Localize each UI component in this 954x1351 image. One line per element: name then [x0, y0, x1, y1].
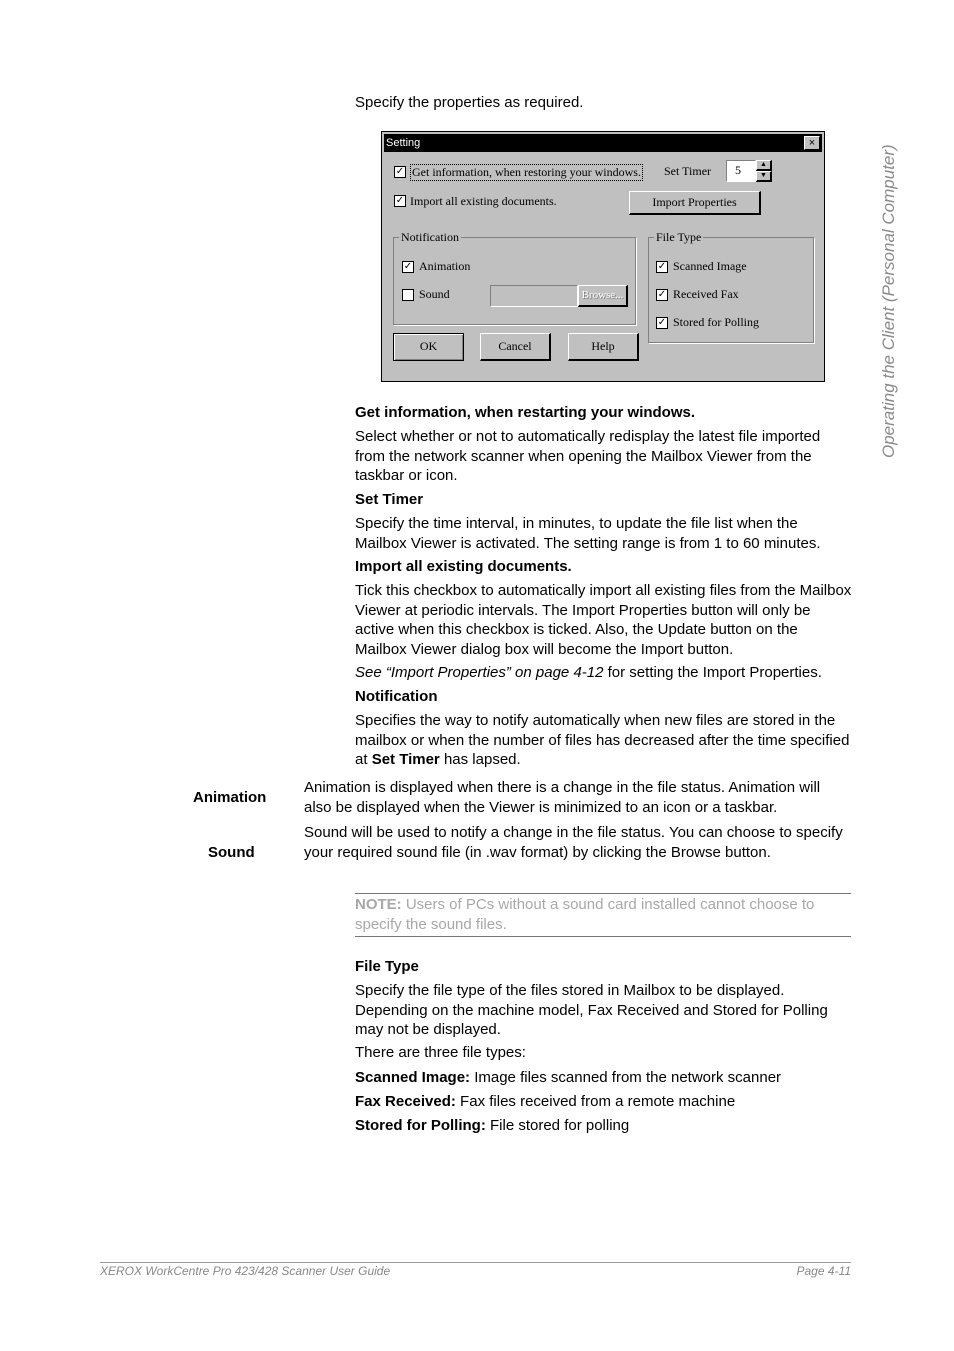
import-properties-button[interactable]: Import Properties	[629, 191, 761, 215]
stored-polling-item: Stored for Polling: File stored for polling	[355, 1117, 630, 1134]
notification-heading: Notification	[355, 688, 438, 705]
footer	[100, 1262, 851, 1278]
scanned-image-label: Scanned Image	[673, 259, 747, 273]
scanned-image-checkbox[interactable]: ✓	[657, 261, 667, 272]
fax-received-item: Fax Received: Fax files received from a remote machine	[355, 1093, 736, 1110]
animation-checkbox[interactable]: ✓	[403, 261, 413, 272]
get-info-label: Get information, when restoring your windows.	[412, 165, 641, 179]
note-text: Users of PCs without a sound card installed cannot choose to specify the sound files.	[355, 896, 815, 933]
get-info-checkbox[interactable]: ✓	[395, 166, 405, 177]
setting-dialog	[381, 131, 825, 382]
received-fax-label: Received Fax	[673, 287, 739, 301]
stored-polling-label: Stored for Polling	[673, 315, 759, 329]
import-all-checkbox[interactable]: ✓	[395, 195, 405, 206]
sound-label: Sound	[419, 287, 450, 301]
note-label: NOTE:	[355, 896, 402, 913]
note-box	[355, 893, 851, 937]
set-timer-heading: Set Timer	[355, 491, 424, 508]
sound-term: Sound	[208, 844, 255, 861]
file-type-text: Specify the file type of the files stored in Mailbox to be displayed. Depending on the machine model, Fax Received and Stored for Polling may not be displayed.	[355, 982, 828, 1038]
intro-text: Specify the properties as required.	[355, 94, 584, 111]
sound-text: Sound will be used to notify a change in the file status. You can choose to specify your required sound file (in .wav format) by clicking the Browse button.	[304, 824, 843, 861]
notification-text: Specifies the way to notify automatically when new files are stored in the mailbox or when the number of files has decreased after the time specified at Set Timer has lapsed.	[355, 712, 850, 768]
scanned-image-item: Scanned Image: Image files scanned from the network scanner	[355, 1069, 782, 1086]
set-timer-label: Set Timer	[664, 164, 712, 178]
side-title: Operating the Client (Personal Computer)	[879, 144, 898, 458]
ok-button[interactable]: OK	[393, 333, 464, 361]
get-info-text: Select whether or not to automatically redisplay the latest file imported from the network scanner when opening the Mailbox Viewer from the taskbar or icon.	[355, 428, 821, 484]
sound-checkbox[interactable]	[402, 289, 414, 301]
dialog-title: Setting	[386, 137, 421, 149]
set-timer-input[interactable]: 5	[726, 160, 756, 182]
file-type-group-label: File Type	[656, 230, 702, 244]
set-timer-text: Specify the time interval, in minutes, to update the file list when the Mailbox Viewer is activated. The setting range is from 1 to 60 minutes.	[355, 515, 821, 552]
import-all-label: Import all existing documents.	[410, 194, 557, 208]
browse-button[interactable]: Browse...	[578, 285, 628, 307]
notification-group	[393, 237, 636, 325]
footer-left: XEROX WorkCentre Pro 423/428 Scanner User Guide	[100, 1264, 391, 1278]
animation-text: Animation is displayed when there is a change in the file status. Animation will also be displayed when the Viewer is minimized to an icon or a taskbar.	[304, 779, 821, 816]
sound-file-field[interactable]	[490, 285, 578, 307]
import-text: Tick this checkbox to automatically import all existing files from the Mailbox Viewer at periodic intervals. The Import Properties button will only be active when this checkbox is ticked. Also, the Update button on the Mailbox Viewer dialog box will become the Import button.	[355, 582, 852, 658]
spin-up-icon[interactable]: ▲	[756, 160, 772, 171]
help-button[interactable]: Help	[568, 333, 639, 361]
spin-down-icon[interactable]: ▼	[756, 171, 772, 182]
notification-group-label: Notification	[401, 230, 459, 244]
animation-label: Animation	[419, 259, 471, 273]
see-reference: See “Import Properties” on page 4-12 for setting the Import Properties.	[355, 664, 822, 681]
stored-polling-checkbox[interactable]: ✓	[657, 317, 667, 328]
cancel-button[interactable]: Cancel	[480, 333, 551, 361]
import-heading: Import all existing documents.	[355, 558, 572, 575]
close-icon[interactable]: ×	[804, 136, 820, 150]
footer-page-number: Page 4-11	[796, 1264, 851, 1278]
animation-term: Animation	[193, 789, 267, 806]
get-info-heading: Get information, when restarting your windows.	[355, 404, 696, 421]
received-fax-checkbox[interactable]: ✓	[657, 289, 667, 300]
three-types-text: There are three file types:	[355, 1044, 526, 1061]
see-reference-link[interactable]: See “Import Properties” on page 4-12	[355, 664, 604, 681]
dialog-titlebar	[384, 134, 822, 152]
file-type-heading: File Type	[355, 958, 419, 975]
